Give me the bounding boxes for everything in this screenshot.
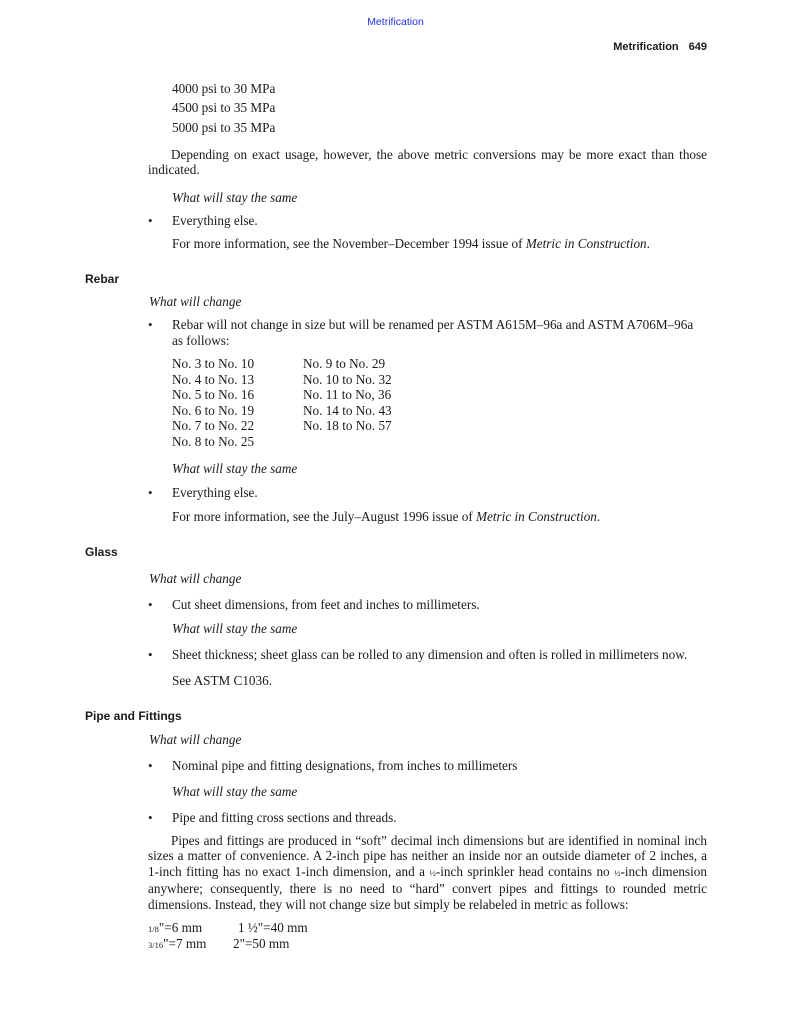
- bullet-icon: •: [148, 485, 153, 500]
- rebar-conversion: No. 11 to No, 36: [303, 387, 392, 402]
- bullet-icon: •: [148, 810, 153, 825]
- pipe-conversion-1-8: 1/8"=6 mm: [148, 920, 203, 935]
- publication-title: Metric in Construction: [525, 236, 647, 251]
- glass-see-standard: See ASTM C1036.: [172, 673, 273, 688]
- rebar-conversion: No. 4 to No. 13: [172, 372, 255, 387]
- strength-line-1: 4000 psi to 30 MPa: [172, 81, 276, 96]
- half-fraction: ½: [614, 867, 621, 878]
- rebar-change-label: What will change: [149, 294, 242, 309]
- concrete-info: For more information, see the November–December 1994 issue of Metric in Construction.: [172, 236, 650, 251]
- pipe-same-label: What will stay the same: [172, 784, 298, 799]
- glass-change-bullet: Cut sheet dimensions, from feet and inches to millimeters.: [172, 597, 480, 612]
- pipe-paragraph: Pipes and fittings are produced in “soft” decimal inch dimensions but are identified in nominal inch sizes a matter of convenience. A 2-inch pipe has neither an inside nor an outside diameter of 2 inches, a 1-inch fitting has no exact 1-inch dimension, and a ½-inch sprinkler head contains no ½-inch dimension anywhere; consequently, there is no need to “hard” convert pipes and fittings to rounded metric dimensions. Instead, they will not change size but simply be relabeled in metric as follows:: [148, 833, 707, 912]
- glass-change-label: What will change: [149, 571, 242, 586]
- nav-link-metrification[interactable]: Metrification: [367, 16, 424, 28]
- glass-same-bullet: Sheet thickness; sheet glass can be rolled to any dimension and often is rolled in millimeters now.: [172, 647, 688, 662]
- rebar-conversion: No. 8 to No. 25: [172, 434, 255, 449]
- bullet-icon: •: [148, 317, 153, 332]
- rebar-info: For more information, see the July–August 1996 issue of Metric in Construction.: [172, 509, 601, 524]
- page-number: 649: [688, 41, 707, 53]
- rebar-conversion: No. 6 to No. 19: [172, 403, 255, 418]
- section-heading-pipe-fittings: Pipe and Fittings: [85, 709, 182, 723]
- rebar-conversion: No. 9 to No. 29: [303, 356, 386, 371]
- rebar-conversion: No. 5 to No. 16: [172, 387, 255, 402]
- rebar-conversion: No. 18 to No. 57: [303, 418, 392, 433]
- running-head: [613, 41, 707, 53]
- rebar-same-bullet: Everything else.: [172, 485, 258, 500]
- rebar-conversion: No. 7 to No. 22: [172, 418, 255, 433]
- pipe-conversion-1-1-2: 1 ½"=40 mm: [238, 920, 308, 935]
- pipe-change-bullet: Nominal pipe and fitting designations, from inches to millimeters: [172, 758, 518, 773]
- glass-same-label: What will stay the same: [172, 621, 298, 636]
- bullet-icon: •: [148, 647, 153, 662]
- rebar-conversion: No. 14 to No. 43: [303, 403, 392, 418]
- strength-line-3: 5000 psi to 35 MPa: [172, 120, 276, 135]
- running-head-title: Metrification: [613, 41, 679, 53]
- rebar-conversion: No. 3 to No. 10: [172, 356, 255, 371]
- concrete-same-label: What will stay the same: [172, 190, 298, 205]
- bullet-icon: •: [148, 597, 153, 612]
- pipe-same-bullet: Pipe and fitting cross sections and threads.: [172, 810, 397, 825]
- concrete-same-bullet: Everything else.: [172, 213, 258, 228]
- bullet-icon: •: [148, 758, 153, 773]
- section-heading-glass: Glass: [85, 545, 118, 559]
- strength-line-2: 4500 psi to 35 MPa: [172, 100, 276, 115]
- concrete-note: Depending on exact usage, however, the above metric conversions may be more exact than those indicated.: [148, 147, 707, 178]
- pipe-change-label: What will change: [149, 732, 242, 747]
- rebar-same-label: What will stay the same: [172, 461, 298, 476]
- half-fraction: ½: [429, 867, 436, 878]
- pipe-conversion-2: 2"=50 mm: [233, 936, 290, 951]
- publication-title: Metric in Construction: [476, 509, 597, 524]
- pipe-conversion-3-16: 3/16"=7 mm: [148, 936, 207, 951]
- rebar-change-bullet-line1: Rebar will not change in size but will be renamed per ASTM A615M–96a and ASTM A706M–96a: [172, 317, 694, 332]
- bullet-icon: •: [148, 213, 153, 228]
- rebar-change-bullet-line2: as follows:: [172, 333, 230, 348]
- rebar-conversion: No. 10 to No. 32: [303, 372, 392, 387]
- section-heading-rebar: Rebar: [85, 272, 120, 286]
